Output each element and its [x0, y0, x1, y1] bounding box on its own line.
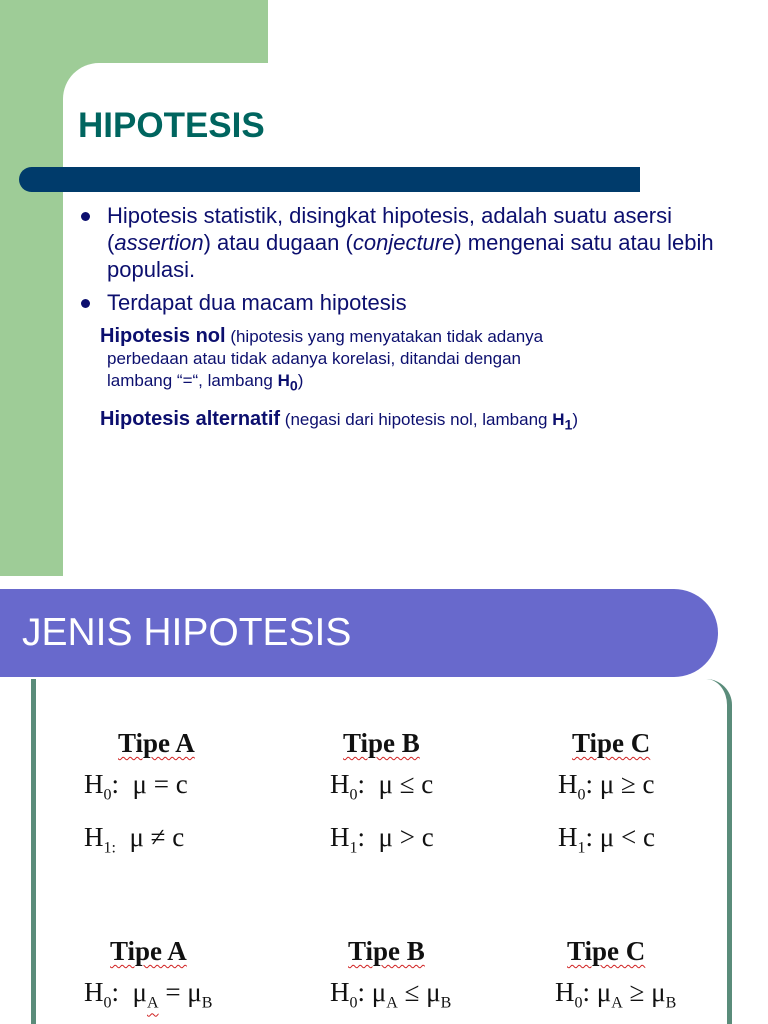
colon: :: [582, 977, 591, 1007]
hipotesis-nol-desc: (hipotesis yang menyatakan tidak adanya: [230, 327, 544, 346]
h0-expression: μ ≤ c: [378, 769, 434, 799]
hipotesis-nol-text: ): [297, 371, 304, 390]
bullet-text: ) atau dugaan (: [203, 230, 353, 255]
type-c-two-sample: [555, 936, 676, 1024]
h0-operator: = μ: [158, 977, 202, 1007]
h0-line: [84, 763, 195, 816]
hipotesis-alternatif-label: Hipotesis alternatif: [100, 408, 281, 430]
h1-symbol: H: [552, 410, 565, 429]
h0-line: [555, 971, 676, 1024]
type-b-one-sample: [330, 728, 434, 870]
hipotesis-alternatif-item: [100, 408, 760, 436]
slide-title: HIPOTESIS: [78, 106, 265, 145]
colon: :: [357, 977, 366, 1007]
h-symbol: H: [330, 977, 350, 1007]
type-b-two-sample: [330, 936, 451, 1024]
h1-expression: μ < c: [599, 822, 655, 853]
hipotesis-nol-item: [100, 325, 710, 397]
mu-symbol: μ: [371, 977, 387, 1007]
mu-subscript: A: [611, 994, 623, 1012]
colon: :: [111, 769, 120, 799]
type-label: Tipe B: [348, 936, 425, 966]
hipotesis-nol-desc: [100, 370, 710, 397]
mu-subscript: A: [386, 994, 398, 1012]
h1-line: [84, 816, 195, 869]
h0-line: [330, 971, 451, 1024]
h1-subscript: 1: [564, 417, 573, 434]
h0-expression: μ = c: [132, 769, 188, 799]
term-assertion: assertion: [114, 230, 204, 255]
hipotesis-nol-desc: perbedaan atau tidak adanya korelasi, ditandai dengan: [107, 349, 521, 368]
h-symbol: H: [330, 769, 350, 799]
colon: :: [111, 839, 116, 857]
h-subscript: 0: [103, 994, 112, 1012]
h0-expression: μ ≥ c: [599, 769, 655, 799]
bullet-text: Hipotesis statistik, disingkat hipotesis, adalah suatu asersi (: [107, 203, 672, 255]
mu-symbol: μ: [132, 977, 147, 1007]
h1-line: [558, 816, 655, 869]
h-symbol: H: [84, 822, 104, 853]
h-symbol: H: [558, 769, 578, 799]
colon: :: [357, 822, 366, 853]
h0-subscript: 0: [289, 378, 298, 395]
type-a-one-sample: [84, 728, 195, 870]
slide-jenis-hipotesis: [0, 576, 768, 1024]
bullet-definition: [76, 202, 736, 283]
h-subscript: 0: [577, 786, 586, 804]
h1-line: [330, 816, 434, 869]
type-c-one-sample: [558, 728, 655, 870]
type-label: Tipe C: [567, 936, 646, 966]
h-subscript: 1: [577, 839, 586, 857]
mu-subscript: B: [201, 994, 213, 1012]
colon: :: [585, 769, 594, 799]
h-symbol: H: [84, 977, 104, 1007]
bullet-list: [76, 202, 736, 322]
h0-line: [558, 763, 655, 816]
title-underline-bar: [19, 167, 640, 192]
h-subscript: 0: [103, 786, 112, 804]
h0-operator: ≤ μ: [397, 977, 441, 1007]
mu-symbol: μ: [596, 977, 612, 1007]
type-label: Tipe A: [110, 936, 187, 966]
bullet-two-types: [76, 289, 736, 316]
type-label: Tipe A: [118, 728, 195, 758]
h-subscript: 0: [574, 994, 583, 1012]
h-subscript-digit: 1: [103, 839, 112, 857]
mu-subscript: A: [147, 994, 159, 1012]
h0-line: [330, 763, 434, 816]
bullet-text: ) mengenai satu atau lebih populasi.: [107, 230, 714, 282]
h0-symbol: H: [277, 371, 290, 390]
colon: :: [357, 769, 366, 799]
hipotesis-nol-text: lambang “=“, lambang: [107, 371, 278, 390]
hipotesis-nol-label: Hipotesis nol: [100, 325, 226, 347]
h-symbol: H: [555, 977, 575, 1007]
type-label: Tipe C: [572, 728, 651, 758]
h-symbol: H: [84, 769, 104, 799]
type-a-two-sample: [84, 936, 212, 1024]
h-subscript: 0: [349, 786, 358, 804]
h-symbol: H: [330, 822, 350, 853]
h0-line: [84, 971, 212, 1024]
h1-expression: μ ≠ c: [129, 822, 185, 853]
bullet-text: Terdapat dua macam hipotesis: [107, 290, 407, 315]
colon: :: [111, 977, 120, 1007]
h-subscript: 1: [349, 839, 358, 857]
slide-title: JENIS HIPOTESIS: [22, 611, 352, 654]
h-subscript: 0: [349, 994, 358, 1012]
h-subscript: [104, 840, 116, 857]
mu-subscript: B: [440, 994, 452, 1012]
h-symbol: H: [558, 822, 578, 853]
hipotesis-alternatif-text: ): [572, 410, 579, 429]
colon: :: [585, 822, 594, 853]
hipotesis-alternatif-desc: (negasi dari hipotesis nol, lambang: [284, 410, 553, 429]
h0-operator: ≥ μ: [622, 977, 666, 1007]
term-conjecture: conjecture: [352, 230, 455, 255]
h1-expression: μ > c: [378, 822, 434, 853]
mu-subscript: B: [665, 994, 677, 1012]
type-label: Tipe B: [343, 728, 420, 758]
